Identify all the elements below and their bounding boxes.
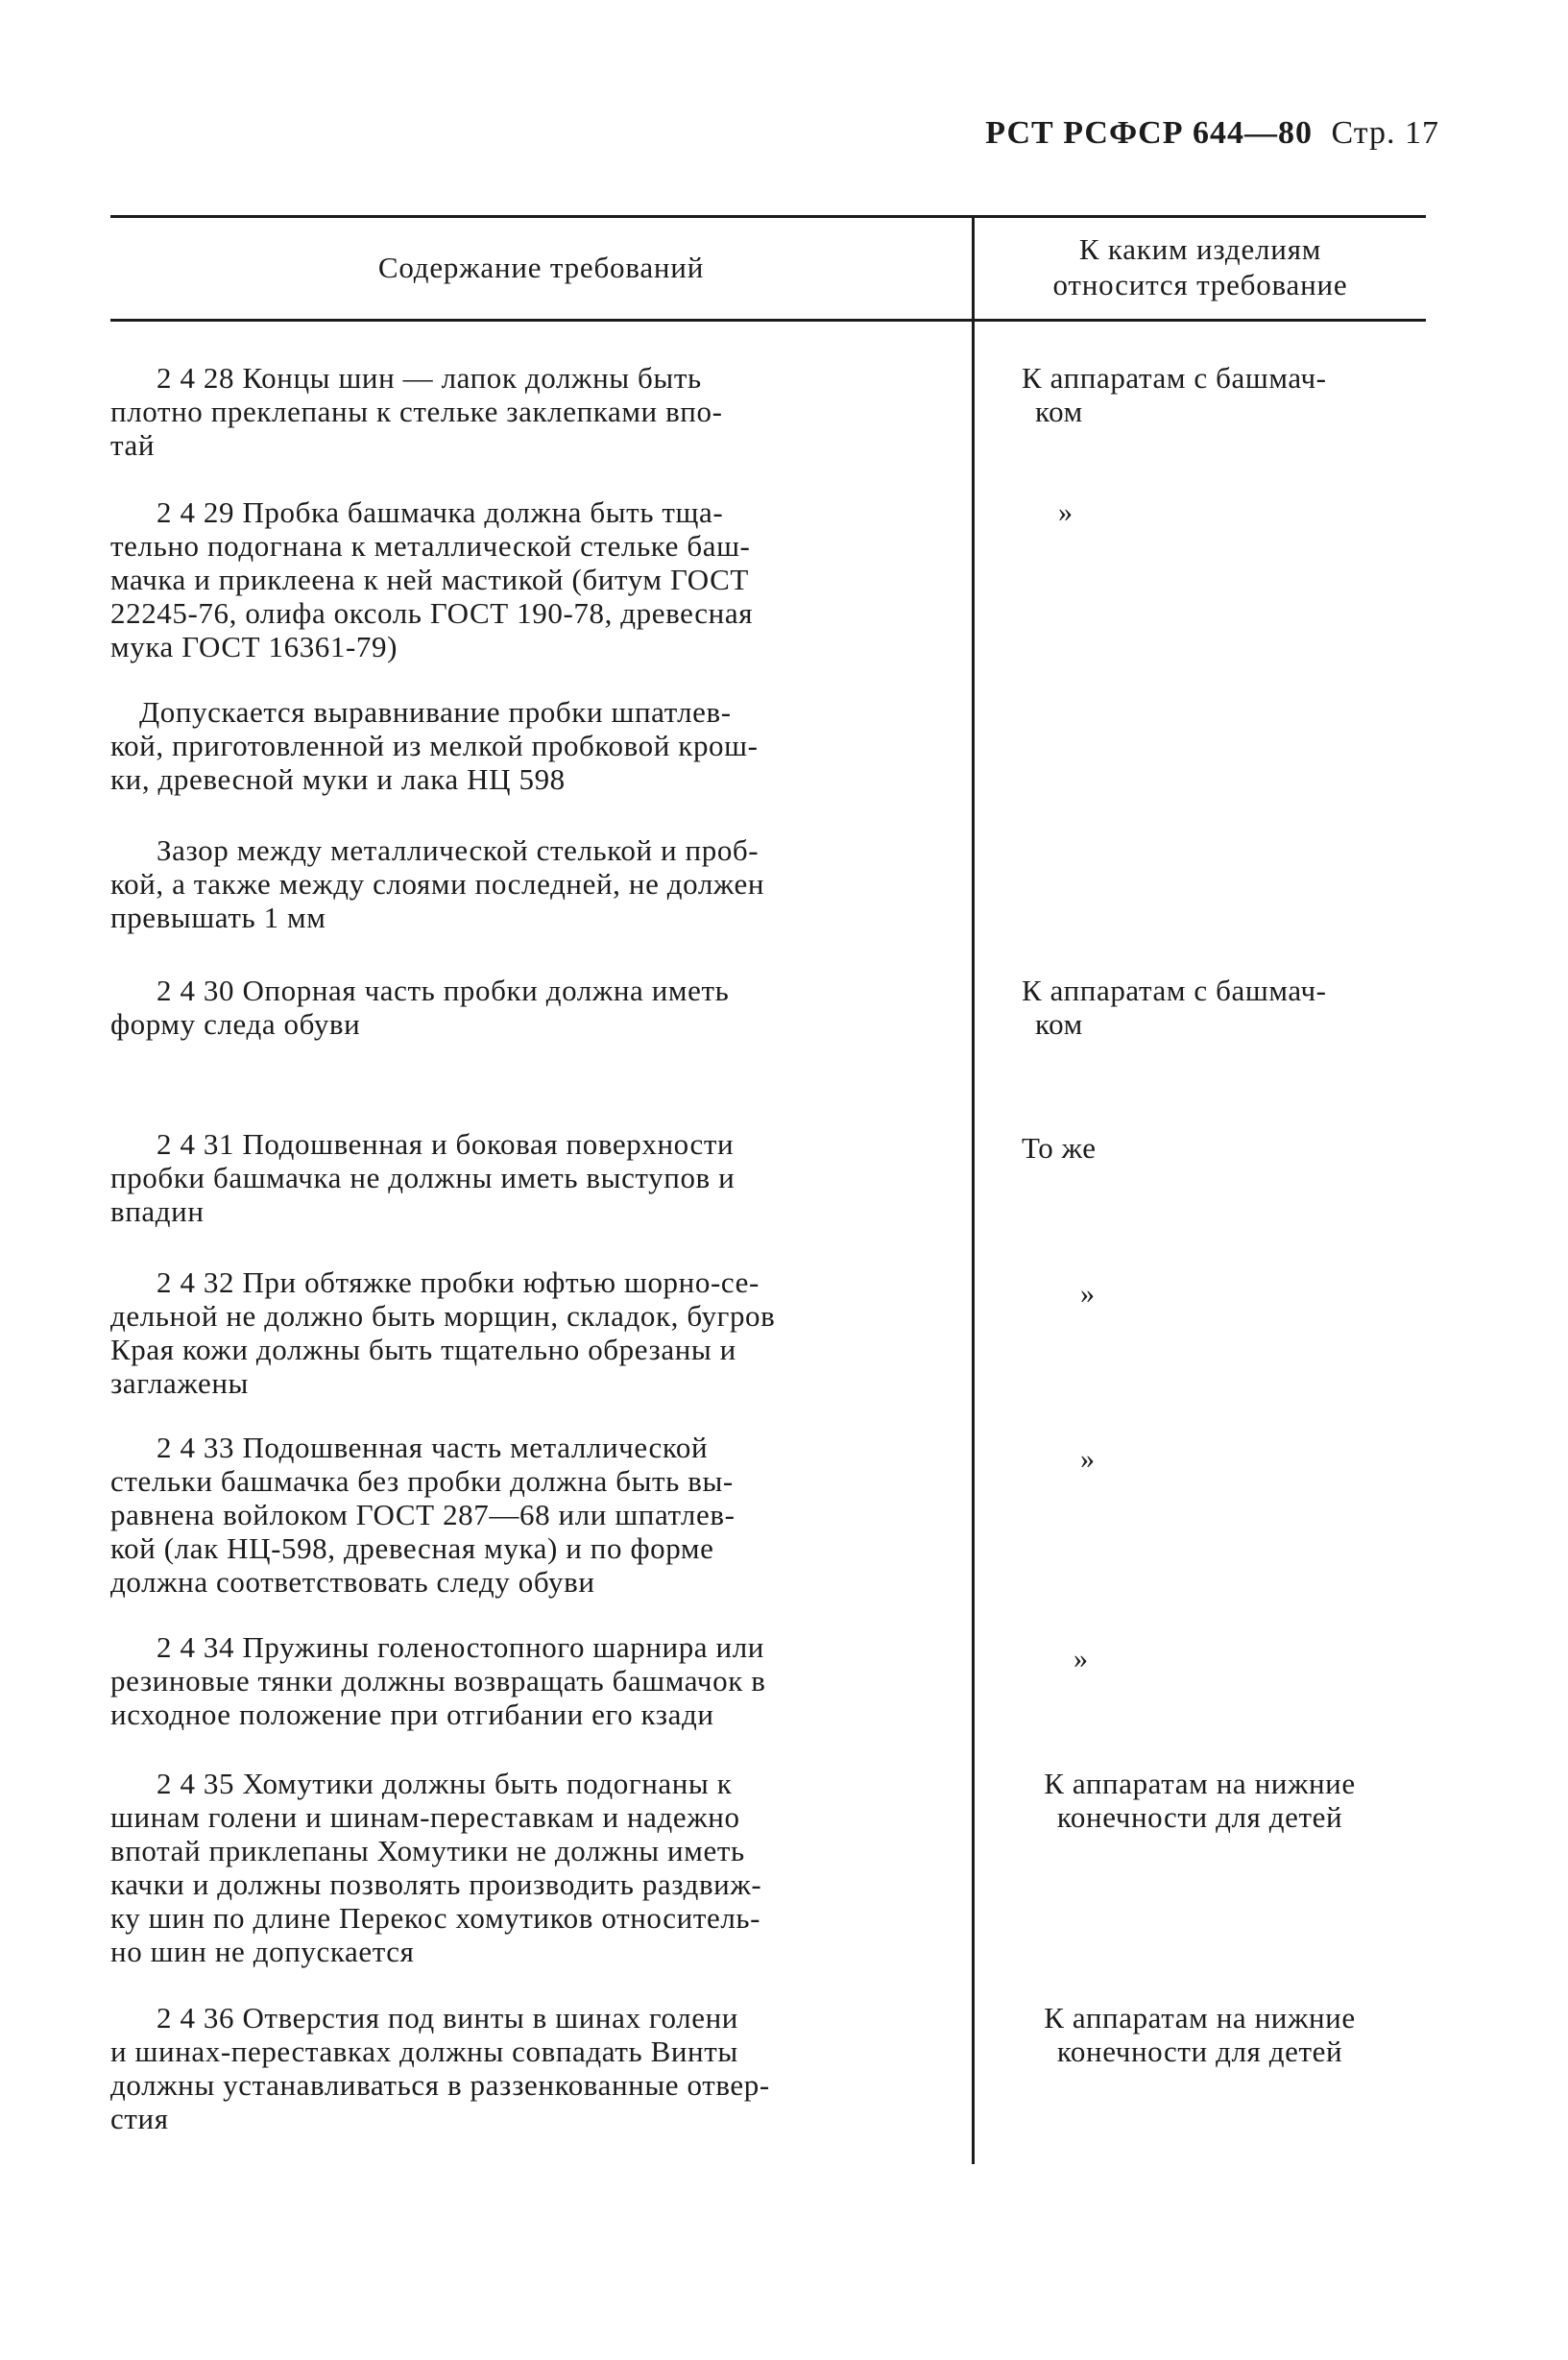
applies-to-text: К аппаратам с башмач- ком [1022, 361, 1327, 428]
requirement-text: 2 4 34 Пружины голеностопного шарнира или резиновые тянки должны возвращать башмачок в исходное положение при отгибании его кзади [110, 1630, 766, 1731]
requirement-text: 2 4 33 Подошвенная часть металлической стельки башмачка без пробки должна быть вы- равнена войлоком ГОСТ 287—68 или шпатлев- кой (лак НЦ-598, древесная мука) и по форме должна соответствовать следу обуви [110, 1431, 736, 1599]
table-header-rule [110, 319, 1426, 322]
same-as-above-mark: » [1073, 1643, 1089, 1674]
same-as-above-mark: » [1080, 1443, 1096, 1475]
applies-to-text: К аппаратам на нижние конечности для детей [1044, 2001, 1356, 2068]
page-number: Стр. 17 [1331, 115, 1439, 151]
requirement-text: 2 4 31 Подошвенная и боковая поверхности пробки башмачка не должны иметь выступов и впадин [110, 1127, 736, 1228]
requirement-text: Зазор между металлической стелькой и проб- кой, а также между слоями последней, не должен превышать 1 мм [110, 833, 765, 934]
column-header-requirements: Содержание требований [377, 250, 705, 284]
page-header [985, 115, 1439, 152]
standard-designation: РСТ РСФСР 644—80 [985, 115, 1313, 151]
requirement-text: 2 4 29 Пробка башмачка должна быть тща- тельно подогнана к металлической стельке баш- мачка и приклеена к ней мастикой (битум ГОСТ 22245-76, олифа оксоль ГОСТ 190-78, древесная мука ГОСТ 16361-79) [110, 495, 754, 663]
requirement-text: 2 4 35 Хомутики должны быть подогнаны к шинам голени и шинам-переставкам и надежно впотай приклепаны Хомутики не должны иметь качки и должны позволять производить раздвиж- ку шин по длине Перекос хомутиков относитель- но шин не допускается [110, 1767, 762, 1968]
applies-to-text: К аппаратам на нижние конечности для детей [1044, 1767, 1356, 1834]
same-as-above-mark: » [1080, 1278, 1096, 1310]
requirement-text: 2 4 36 Отверстия под винты в шинах голени и шинах-переставках должны совпадать Винты должны устанавливаться в раззенкованные отвер- стия [110, 2001, 770, 2135]
requirement-text: Допускается выравнивание пробки шпатлев- кой, приготовленной из мелкой пробковой крош- ки, древесной муки и лака НЦ 598 [110, 695, 759, 796]
requirement-text: 2 4 30 Опорная часть пробки должна иметь форму следа обуви [110, 974, 730, 1041]
column-divider [972, 215, 975, 2164]
requirement-text: 2 4 32 При обтяжке пробки юфтью шорно-се- дельной не должно быть морщин, складок, бугров Края кожи должны быть тщательно обрезаны и заглажены [110, 1265, 776, 1400]
same-as-above-mark: » [1058, 496, 1073, 528]
applies-to-text: То же [1022, 1131, 1097, 1165]
column-header-applies-to: К каким изделиям относится требование [1052, 232, 1348, 301]
applies-to-text: К аппаратам с башмач- ком [1022, 974, 1327, 1041]
requirement-text: 2 4 28 Концы шин — лапок должны быть плотно преклепаны к стельке заклепками впо- тай [110, 361, 723, 462]
